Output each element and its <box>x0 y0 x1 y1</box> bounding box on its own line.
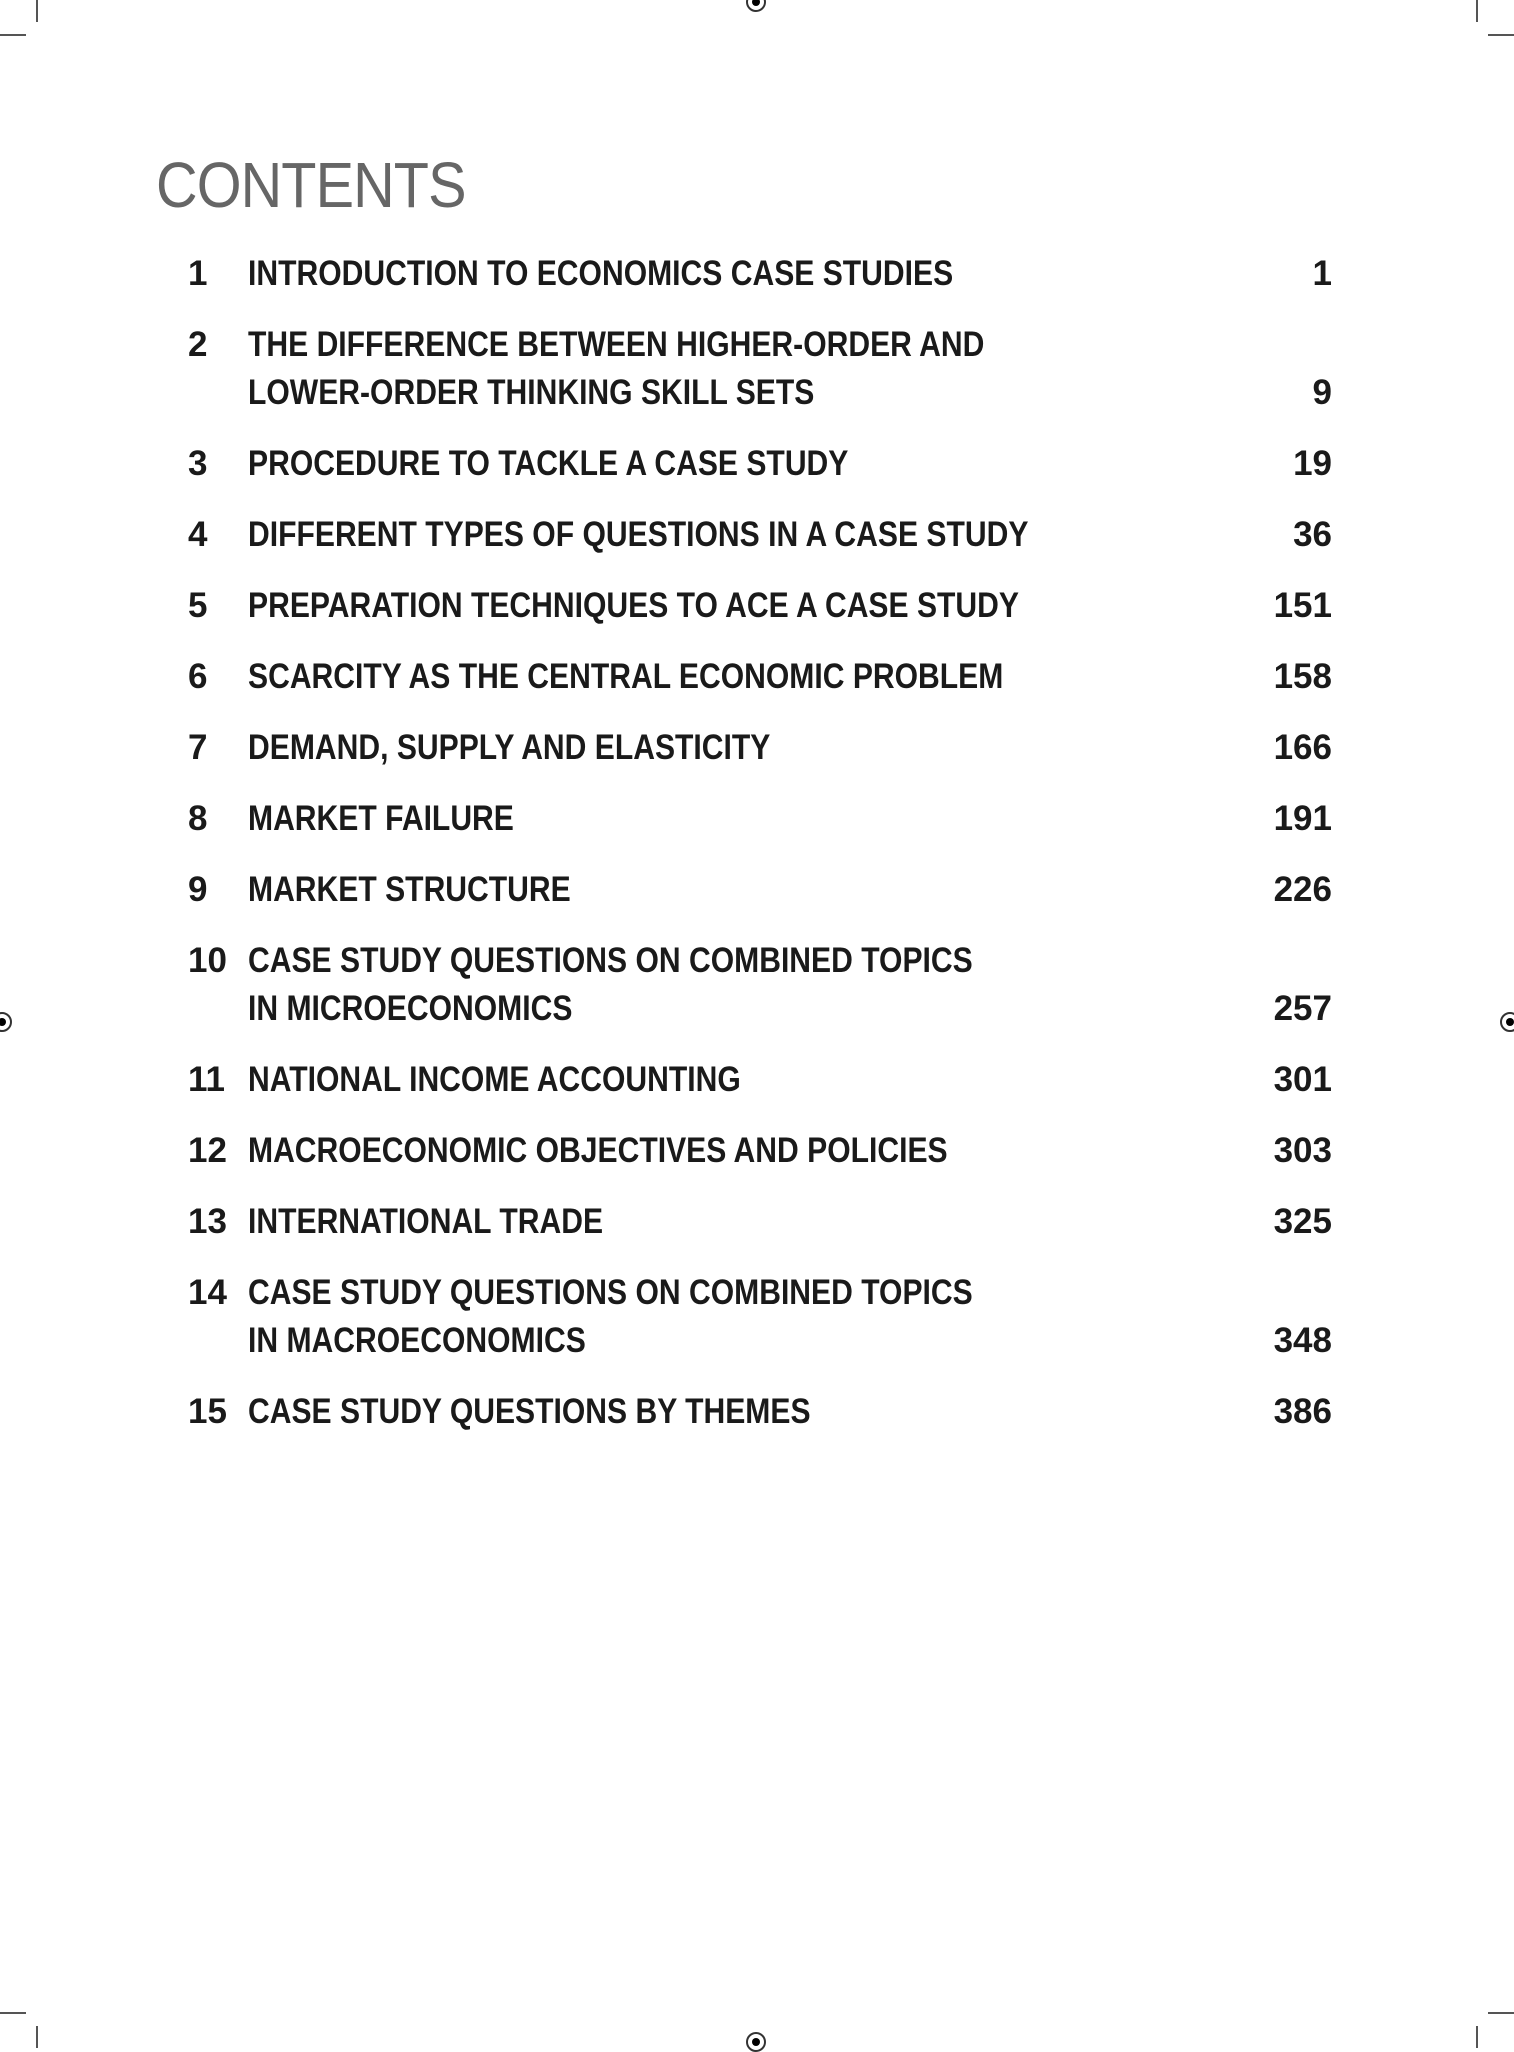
chapter-title <box>248 728 770 776</box>
chapter-number: 6 <box>188 657 208 696</box>
page-number: 36 <box>1293 515 1332 554</box>
chapter-title <box>248 1202 603 1250</box>
page-number: 303 <box>1273 1131 1332 1170</box>
chapter-title-line: INTERNATIONAL TRADE <box>248 1202 604 1241</box>
chapter-title-line: INTRODUCTION TO ECONOMICS CASE STUDIES <box>248 254 954 293</box>
registration-mark-icon <box>746 2032 766 2052</box>
chapter-number: 12 <box>188 1131 227 1170</box>
chapter-title <box>248 325 984 421</box>
page-number: 191 <box>1273 799 1332 838</box>
chapter-number: 10 <box>188 941 227 980</box>
chapter-title <box>248 870 571 918</box>
page-number: 19 <box>1293 444 1332 483</box>
registration-mark-icon <box>0 1012 12 1032</box>
crop-mark <box>1488 34 1514 36</box>
chapter-title <box>248 444 848 492</box>
chapter-number: 2 <box>188 325 208 364</box>
chapter-number: 9 <box>188 870 208 909</box>
chapter-number: 7 <box>188 728 208 767</box>
chapter-title <box>248 1131 948 1179</box>
chapter-title-line: CASE STUDY QUESTIONS ON COMBINED TOPICS <box>248 941 973 980</box>
page-number: 166 <box>1273 728 1332 767</box>
chapter-title <box>248 515 1028 563</box>
crop-mark <box>0 34 26 36</box>
page-number: 257 <box>1273 989 1332 1028</box>
chapter-number: 1 <box>188 254 208 293</box>
chapter-title-line: NATIONAL INCOME ACCOUNTING <box>248 1060 741 1099</box>
crop-mark <box>1488 2012 1514 2014</box>
chapter-title-line: PROCEDURE TO TACKLE A CASE STUDY <box>248 444 849 483</box>
registration-mark-icon <box>746 0 766 12</box>
crop-mark <box>1476 0 1478 22</box>
crop-mark <box>1476 2026 1478 2048</box>
crop-mark <box>0 2012 26 2014</box>
chapter-title <box>248 254 953 302</box>
chapter-title-line: CASE STUDY QUESTIONS ON COMBINED TOPICS <box>248 1273 973 1312</box>
chapter-title <box>248 1273 973 1369</box>
page-number: 1 <box>1312 254 1332 293</box>
page-number: 9 <box>1312 373 1332 412</box>
chapter-title-line: CASE STUDY QUESTIONS BY THEMES <box>248 1392 811 1431</box>
chapter-title-line: IN MICROECONOMICS <box>248 989 573 1028</box>
page-number: 151 <box>1273 586 1332 625</box>
chapter-number: 14 <box>188 1273 227 1312</box>
chapter-title-line: THE DIFFERENCE BETWEEN HIGHER-ORDER AND <box>248 325 985 364</box>
chapter-number: 15 <box>188 1392 227 1431</box>
crop-mark <box>36 0 38 22</box>
page-title: CONTENTS <box>156 149 466 221</box>
chapter-title-line: LOWER-ORDER THINKING SKILL SETS <box>248 373 815 412</box>
chapter-number: 8 <box>188 799 208 838</box>
chapter-title-line: MARKET FAILURE <box>248 799 514 838</box>
chapter-title-line: SCARCITY AS THE CENTRAL ECONOMIC PROBLEM <box>248 657 1004 696</box>
page-number: 158 <box>1273 657 1332 696</box>
page-number: 348 <box>1273 1321 1332 1360</box>
page-number: 386 <box>1273 1392 1332 1431</box>
chapter-title-line: IN MACROECONOMICS <box>248 1321 586 1360</box>
chapter-title <box>248 799 514 847</box>
chapter-title-line: DIFFERENT TYPES OF QUESTIONS IN A CASE STUDY <box>248 515 1029 554</box>
chapter-title <box>248 657 1003 705</box>
chapter-title <box>248 1060 741 1108</box>
chapter-number: 13 <box>188 1202 227 1241</box>
chapter-number: 5 <box>188 586 208 625</box>
page-number: 301 <box>1273 1060 1332 1099</box>
chapter-title-line: MARKET STRUCTURE <box>248 870 571 909</box>
chapter-number: 3 <box>188 444 208 483</box>
chapter-number: 11 <box>188 1060 225 1099</box>
chapter-title-line: MACROECONOMIC OBJECTIVES AND POLICIES <box>248 1131 948 1170</box>
chapter-title <box>248 941 973 1037</box>
chapter-title <box>248 586 1019 634</box>
chapter-title-line: DEMAND, SUPPLY AND ELASTICITY <box>248 728 771 767</box>
registration-mark-icon <box>1500 1012 1514 1032</box>
chapter-title <box>248 1392 811 1440</box>
crop-mark <box>36 2026 38 2048</box>
chapter-title-line: PREPARATION TECHNIQUES TO ACE A CASE STUDY <box>248 586 1019 625</box>
page-number: 325 <box>1273 1202 1332 1241</box>
page-number: 226 <box>1273 870 1332 909</box>
chapter-number: 4 <box>188 515 208 554</box>
